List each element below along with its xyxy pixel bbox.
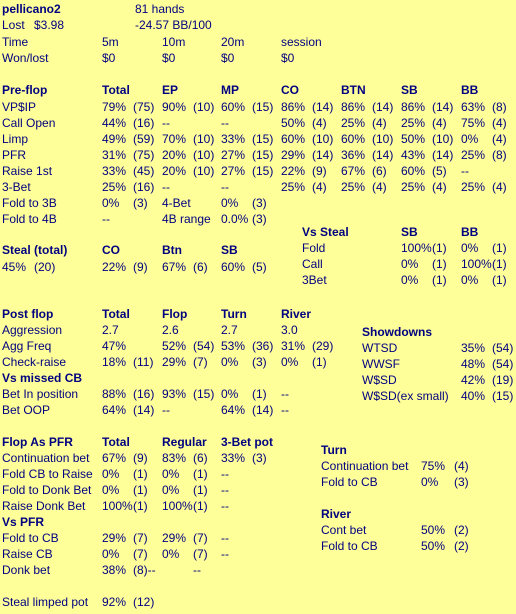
postflop-cell: (36) [252,339,274,353]
four-bet-value: 0% [221,196,239,210]
flop-as-pfr-cell: (1) [133,499,148,513]
postflop-cell: 52% [162,339,187,353]
preflop-cell: 33% [221,132,246,146]
postflop-cell: (54) [193,339,215,353]
showdown-row-label: W$SD [362,373,397,387]
showdown-value: 42% [461,373,486,387]
preflop-cell: 25% [461,148,486,162]
preflop-cell: 49% [102,132,127,146]
steal-column-header: Btn [162,243,182,257]
postflop-title: Post flop [2,307,54,321]
preflop-cell: (14) [372,148,394,162]
postflop-cell: (3) [252,355,267,369]
preflop-cell: (4) [492,116,507,130]
preflop-cell: (5) [432,164,447,178]
river-count: (2) [454,539,469,553]
vs-missed-cb-cell: 0% [221,387,239,401]
steal-limped-pot-label: Steal limped pot [2,595,89,609]
vs-steal-cell: (1) [432,257,447,271]
vs-steal-row-label: Fold [302,241,326,255]
showdown-count: (54) [492,357,514,371]
preflop-column-header: Total [102,83,130,97]
four-bet-range-label: 4B range [162,212,211,226]
preflop-cell: (15) [252,148,274,162]
steal-column-header: SB [221,243,238,257]
vs-missed-cb-cell: 88% [102,387,127,401]
steal-total-count: (20) [34,260,56,274]
preflop-cell: (10) [193,100,215,114]
showdown-row-label: WTSD [362,341,398,355]
vs-missed-cb-cell: 64% [221,403,246,417]
preflop-cell: (16) [133,180,155,194]
flop-as-pfr-cell: -- [221,499,229,513]
vs-missed-cb-cell: (14) [133,403,155,417]
preflop-cell: -- [221,116,229,130]
fold-to-4b-value: -- [102,212,110,226]
preflop-cell: 86% [401,100,426,114]
preflop-cell: 33% [102,164,127,178]
vs-steal-column-header: BB [461,225,479,239]
preflop-cell: (10) [193,164,215,178]
steal-total-title: Steal (total) [2,243,68,257]
preflop-column-header: MP [221,83,239,97]
vs-pfr-cell: -- [221,547,229,561]
showdown-value: 48% [461,357,486,371]
vs-missed-cb-cell: (14) [252,403,274,417]
vs-missed-cb-row-label: Bet In position [2,387,79,401]
turn-value: 0% [421,475,439,489]
steal-cell: 22% [102,260,127,274]
vs-pfr-row-label: Fold to CB [2,531,59,545]
vs-steal-cell: (1) [492,273,507,287]
preflop-cell: (15) [252,164,274,178]
preflop-cell: (8) [492,100,507,114]
flop-as-pfr-cell: -- [221,483,229,497]
preflop-cell: 43% [401,148,426,162]
flop-as-pfr-row-label: Fold to Donk Bet [2,483,92,497]
postflop-cell: 53% [221,339,246,353]
vs-pfr-cell: 0% [102,547,120,561]
postflop-column-header: Flop [162,307,188,321]
wonlost-value: $0 [221,51,235,65]
vs-missed-cb-cell: (15) [193,387,215,401]
flop-as-pfr-cell: 33% [221,451,246,465]
preflop-cell: 60% [401,164,426,178]
river-row-label: Cont bet [321,523,367,537]
flop-as-pfr-cell: 0% [102,467,120,481]
preflop-cell: 31% [102,148,127,162]
preflop-row-label: Call Open [2,116,56,130]
turn-count: (4) [454,459,469,473]
flop-as-pfr-cell: -- [221,467,229,481]
preflop-column-header: BTN [341,83,366,97]
four-bet-range-count: (3) [252,212,267,226]
vs-steal-cell: 0% [461,273,479,287]
showdown-count: (54) [492,341,514,355]
preflop-cell: 27% [221,164,246,178]
wonlost-value: $0 [102,51,116,65]
player-name: pellicano2 [2,2,61,16]
vs-pfr-cell: (7) [193,531,208,545]
vs-steal-cell: (1) [492,257,507,271]
postflop-cell: 2.7 [221,323,238,337]
postflop-cell: 2.6 [162,323,179,337]
preflop-cell: 25% [341,116,366,130]
flop-as-pfr-title: Flop As PFR [2,435,73,449]
vs-steal-cell: 0% [401,273,419,287]
vs-steal-cell: 100% [401,241,432,255]
preflop-cell: (14) [312,148,334,162]
four-bet-range-value: 0.0% [221,212,249,226]
vs-pfr-cell: 29% [102,531,127,545]
preflop-cell: 60% [281,132,306,146]
vs-steal-row-label: Call [302,257,323,271]
preflop-cell: 75% [461,116,486,130]
preflop-cell: 67% [341,164,366,178]
preflop-column-header: CO [281,83,299,97]
preflop-cell: (6) [372,164,387,178]
bb-per-100: -24.57 BB/100 [135,18,212,32]
flop-as-pfr-row-label: Fold CB to Raise [2,467,93,481]
river-value: 50% [421,539,446,553]
preflop-cell: (4) [372,180,387,194]
vs-missed-cb-cell: (1) [252,387,267,401]
postflop-cell: 3.0 [281,323,298,337]
vs-pfr-cell: -- [193,563,201,577]
preflop-cell: (14) [312,100,334,114]
time-window-header: session [281,35,322,49]
preflop-cell: 22% [281,164,306,178]
preflop-cell: (10) [372,132,394,146]
vs-missed-cb-cell: 93% [162,387,187,401]
steal-cell: 67% [162,260,187,274]
vs-missed-cb-title: Vs missed CB [2,371,83,385]
preflop-row-label: PFR [2,148,26,162]
flop-as-pfr-cell: 67% [102,451,127,465]
preflop-row-label: VP$IP [2,100,37,114]
vs-missed-cb-cell: (16) [133,387,155,401]
river-value: 50% [421,523,446,537]
postflop-cell: 18% [102,355,127,369]
preflop-cell: (4) [432,116,447,130]
time-window-header: 20m [221,35,245,49]
flop-as-pfr-cell: (1) [133,483,148,497]
postflop-row-label: Aggression [2,323,63,337]
vs-pfr-cell: (7) [133,547,148,561]
flop-as-pfr-row-label: Continuation bet [2,451,90,465]
fold-to-3b-value: 0% [102,196,120,210]
flop-as-pfr-cell: (1) [193,467,208,481]
vs-steal-row-label: 3Bet [302,273,327,287]
vs-pfr-cell: 29% [162,531,187,545]
showdown-row-label: WWSF [362,357,400,371]
preflop-cell: 25% [401,116,426,130]
flop-as-pfr-cell: (9) [133,451,148,465]
showdown-count: (15) [492,389,514,403]
wonlost-value: $0 [162,51,176,65]
four-bet-label: 4-Bet [162,196,191,210]
preflop-cell: (10) [432,132,454,146]
steal-limped-pot-value: 92% [102,595,127,609]
preflop-cell: 29% [281,148,306,162]
preflop-cell: 25% [461,180,486,194]
steal-cell: (9) [133,260,148,274]
showdown-row-label: W$SD(ex small) [362,389,449,403]
vs-missed-cb-cell: -- [162,403,170,417]
postflop-cell: 47% [102,339,127,353]
vs-pfr-row-label: Raise CB [2,547,53,561]
time-label: Time [2,35,29,49]
preflop-cell: (9) [312,164,327,178]
preflop-cell: (10) [312,132,334,146]
steal-cell: 60% [221,260,246,274]
preflop-cell: (16) [133,116,155,130]
postflop-column-header: River [281,307,312,321]
preflop-cell: (15) [252,100,274,114]
steal-column-header: CO [102,243,120,257]
vs-steal-cell: (1) [432,273,447,287]
flop-as-pfr-cell: 83% [162,451,187,465]
flop-as-pfr-cell: (1) [193,483,208,497]
preflop-cell: 86% [281,100,306,114]
flop-as-pfr-column-header: Total [102,435,130,449]
showdown-value: 35% [461,341,486,355]
preflop-cell: (10) [193,132,215,146]
preflop-cell: (4) [312,180,327,194]
flop-as-pfr-cell: 0% [162,483,180,497]
wonlost-value: $0 [281,51,295,65]
preflop-row-label: Raise 1st [2,164,53,178]
flop-as-pfr-row-label: Raise Donk Bet [2,499,86,513]
vs-missed-cb-cell: 64% [102,403,127,417]
preflop-cell: 79% [102,100,127,114]
river-title: River [321,507,352,521]
hands-count: 81 hands [135,2,185,16]
preflop-cell: (45) [133,164,155,178]
vs-steal-column-header: SB [401,225,418,239]
preflop-cell: 90% [162,100,187,114]
four-bet-count: (3) [252,196,267,210]
preflop-cell: 36% [341,148,366,162]
preflop-cell: (59) [133,132,155,146]
flop-as-pfr-column-header: Regular [162,435,207,449]
flop-as-pfr-cell: 100% [102,499,133,513]
flop-as-pfr-cell: 0% [162,467,180,481]
turn-count: (3) [454,475,469,489]
flop-as-pfr-column-header: 3-Bet pot [221,435,273,449]
vs-steal-cell: 0% [401,257,419,271]
postflop-row-label: Agg Freq [2,339,52,353]
fold-to-4b-label: Fold to 4B [2,212,57,226]
turn-row-label: Fold to CB [321,475,378,489]
vs-missed-cb-cell: -- [281,387,289,401]
preflop-cell: 25% [281,180,306,194]
preflop-cell: (4) [372,116,387,130]
vs-steal-cell: (1) [432,241,447,255]
steal-limped-pot-count: (12) [133,595,155,609]
vs-missed-cb-cell: -- [281,403,289,417]
turn-row-label: Continuation bet [321,459,409,473]
showdown-value: 40% [461,389,486,403]
postflop-row-label: Check-raise [2,355,67,369]
postflop-cell: 2.7 [102,323,119,337]
preflop-cell: 44% [102,116,127,130]
flop-as-pfr-cell: (6) [193,451,208,465]
preflop-column-header: EP [162,83,179,97]
steal-total-value: 45% [2,260,27,274]
preflop-cell: 70% [162,132,187,146]
steal-cell: (5) [252,260,267,274]
preflop-cell: (14) [372,100,394,114]
preflop-column-header: SB [401,83,418,97]
preflop-cell: (14) [432,148,454,162]
postflop-cell: (1) [312,355,327,369]
flop-as-pfr-cell: (1) [133,467,148,481]
preflop-column-header: BB [461,83,479,97]
preflop-cell: 60% [341,132,366,146]
preflop-cell: -- [162,116,170,130]
vs-pfr-row-label: Donk bet [2,563,51,577]
preflop-cell: (15) [252,132,274,146]
vs-steal-cell: 0% [461,241,479,255]
preflop-cell: (4) [492,180,507,194]
postflop-cell: (29) [312,339,334,353]
preflop-cell: 60% [221,100,246,114]
vs-pfr-cell: (7) [133,531,148,545]
preflop-cell: 50% [281,116,306,130]
steal-cell: (6) [193,260,208,274]
turn-title: Turn [321,443,347,457]
flop-as-pfr-cell: (3) [252,451,267,465]
postflop-cell: 31% [281,339,306,353]
postflop-cell: (11) [133,355,154,369]
vs-pfr-cell: (7) [193,547,208,561]
vs-steal-cell: 100% [461,257,492,271]
preflop-title: Pre-flop [2,83,48,97]
showdown-count: (19) [492,373,514,387]
postflop-cell: 0% [281,355,299,369]
flop-as-pfr-cell: 100% [162,499,193,513]
preflop-cell: (75) [133,100,155,114]
vs-pfr-cell: 38% [102,563,127,577]
preflop-cell: 63% [461,100,486,114]
turn-value: 75% [421,459,446,473]
preflop-cell: (4) [312,116,327,130]
postflop-cell: 0% [221,355,239,369]
postflop-cell: 29% [162,355,187,369]
preflop-cell: 25% [401,180,426,194]
flop-as-pfr-cell: 0% [102,483,120,497]
preflop-cell: (14) [432,100,454,114]
postflop-column-header: Turn [221,307,247,321]
preflop-cell: 86% [341,100,366,114]
time-window-header: 10m [162,35,186,49]
preflop-cell: 25% [102,180,127,194]
preflop-cell: 20% [162,164,187,178]
preflop-cell: 50% [401,132,426,146]
showdowns-title: Showdowns [362,325,432,339]
vs-pfr-cell: -- [221,531,229,545]
vs-pfr-cell: (8)-- [133,563,156,577]
fold-to-3b-label: Fold to 3B [2,196,57,210]
wonlost-label: Won/lost [2,51,49,65]
vs-missed-cb-row-label: Bet OOP [2,403,51,417]
lost-value: $3.98 [34,18,65,32]
postflop-column-header: Total [102,307,130,321]
preflop-cell: -- [221,180,229,194]
river-row-label: Fold to CB [321,539,378,553]
river-count: (2) [454,523,469,537]
vs-steal-cell: (1) [492,241,507,255]
preflop-cell: (75) [133,148,155,162]
time-window-header: 5m [102,35,119,49]
preflop-row-label: 3-Bet [2,180,31,194]
flop-as-pfr-cell: (1) [193,499,208,513]
lost-label: Lost [2,18,25,32]
preflop-cell: (4) [492,132,507,146]
preflop-cell: (4) [432,180,447,194]
fold-to-3b-count: (3) [133,196,148,210]
preflop-cell: (10) [193,148,215,162]
preflop-row-label: Limp [2,132,29,146]
postflop-cell: (7) [193,355,208,369]
preflop-cell: (8) [492,148,507,162]
vs-steal-title: Vs Steal [302,225,349,239]
preflop-cell: 27% [221,148,246,162]
preflop-cell: 25% [341,180,366,194]
vs-pfr-cell: 0% [162,547,180,561]
preflop-cell: -- [461,164,469,178]
preflop-cell: 20% [162,148,187,162]
preflop-cell: 0% [461,132,479,146]
preflop-cell: -- [162,180,170,194]
vs-pfr-title: Vs PFR [2,515,45,529]
